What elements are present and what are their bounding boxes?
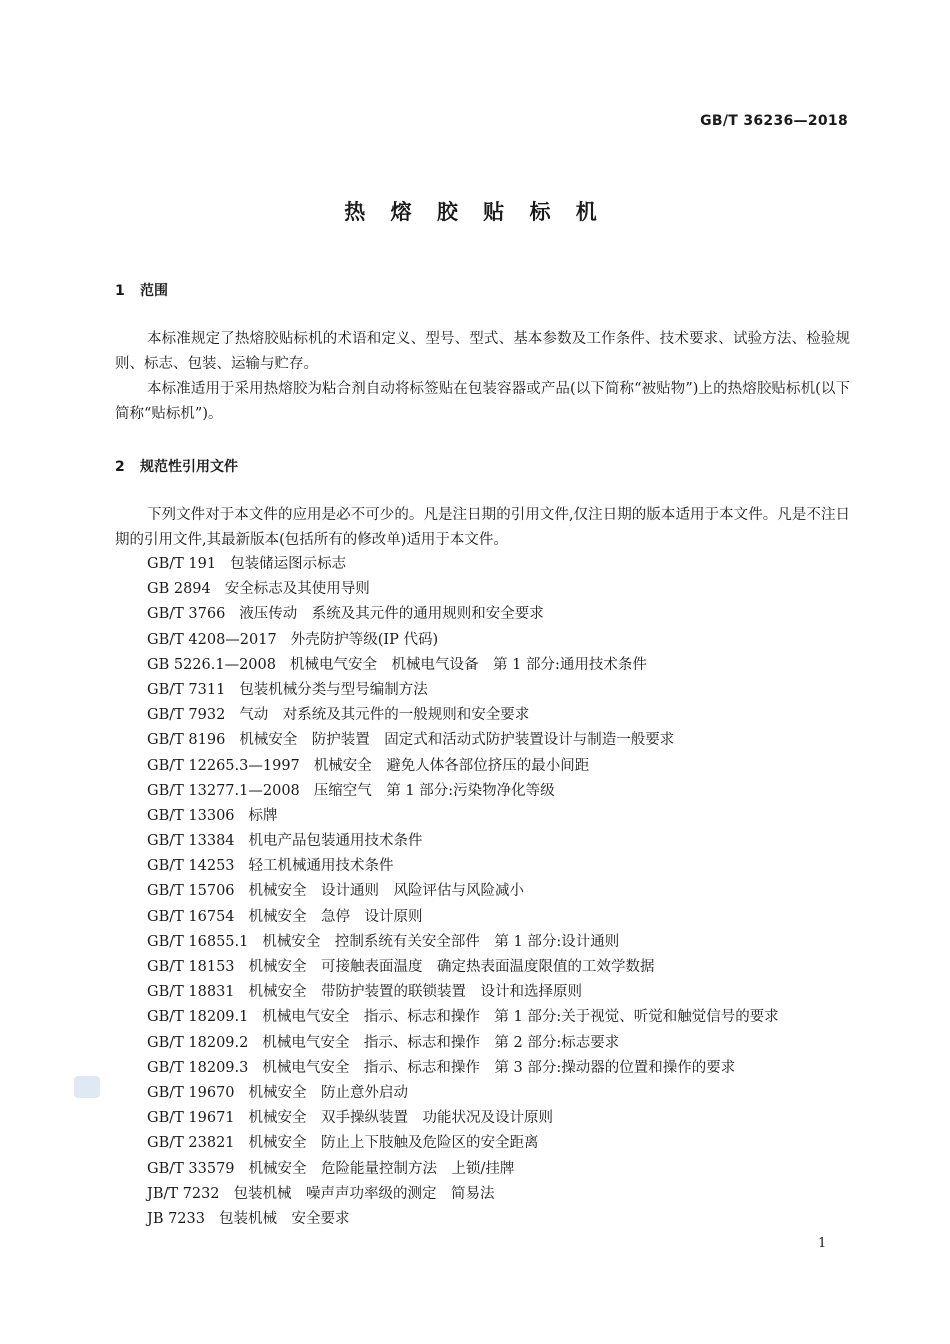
reference-item [147, 628, 779, 653]
reference-title: 机械安全 危险能量控制方法 上锁/挂牌 [248, 1160, 515, 1177]
reference-code: GB/T 13384 [147, 833, 235, 850]
section-number: 2 [115, 459, 125, 475]
reference-item [147, 779, 779, 804]
reference-item [147, 678, 779, 703]
reference-item [147, 552, 779, 577]
reference-title: 机械安全 双手操纵装置 功能状况及设计原则 [248, 1110, 554, 1127]
reference-code: JB 7233 [147, 1210, 205, 1227]
reference-code: GB/T 7311 [147, 681, 226, 698]
section-heading-normative-references [115, 456, 238, 476]
reference-item [147, 728, 779, 753]
standard-code: GB/T 36236—2018 [700, 113, 848, 129]
reference-code: GB/T 16855.1 [147, 933, 249, 950]
reference-title: 机械安全 设计通则 风险评估与风险减小 [248, 883, 525, 900]
reference-title: 包装机械 安全要求 [218, 1210, 350, 1227]
reference-title: 气动 对系统及其元件的一般规则和安全要求 [239, 707, 530, 724]
section-heading-scope [115, 280, 168, 300]
reference-code: GB/T 8196 [147, 732, 226, 749]
reference-item [147, 1081, 779, 1106]
reference-item [147, 1157, 779, 1182]
reference-item [147, 1182, 779, 1207]
reference-item [147, 1056, 779, 1081]
reference-title: 外壳防护等级(IP 代码) [290, 631, 439, 648]
reference-title: 机械安全 避免人体各部位挤压的最小间距 [313, 757, 590, 774]
reference-title: 机械安全 带防护装置的联锁装置 设计和选择原则 [248, 984, 583, 1001]
reference-code: GB/T 18209.3 [147, 1059, 249, 1076]
reference-item [147, 854, 779, 879]
reference-item [147, 804, 779, 829]
reference-title: 机电产品包装通用技术条件 [248, 833, 423, 850]
reference-item [147, 1106, 779, 1131]
reference-code: GB/T 16754 [147, 908, 235, 925]
reference-code: GB/T 19671 [147, 1110, 235, 1127]
reference-code: JB/T 7232 [147, 1185, 220, 1202]
reference-item [147, 1207, 779, 1232]
reference-item [147, 1131, 779, 1156]
reference-code: GB/T 18831 [147, 984, 235, 1001]
reference-title: 安全标志及其使用导则 [224, 581, 370, 598]
section-title: 范围 [140, 283, 168, 299]
references-intro-paragraph: 下列文件对于本文件的应用是必不可少的。凡是注日期的引用文件,仅注日期的版本适用于本文件。凡是不注日期的引用文件,其最新版本(包括所有的修改单)适用于本文件。 [115, 507, 850, 548]
sac-watermark-logo [74, 1076, 100, 1098]
reference-code: GB/T 191 [147, 556, 217, 572]
reference-code: GB/T 4208—2017 [147, 631, 277, 648]
reference-list [147, 552, 779, 1232]
reference-title: 机械安全 防止上下肢触及危险区的安全距离 [248, 1135, 539, 1152]
reference-title: 机械安全 防护装置 固定式和活动式防护装置设计与制造一般要求 [239, 732, 675, 749]
reference-item [147, 1031, 779, 1056]
section-title: 规范性引用文件 [140, 459, 238, 475]
reference-code: GB/T 13306 [147, 807, 235, 824]
reference-code: GB 2894 [147, 581, 211, 598]
reference-title: 包装机械 噪声声功率级的测定 简易法 [233, 1185, 495, 1202]
reference-code: GB/T 12265.3—1997 [147, 757, 300, 774]
reference-title: 包装机械分类与型号编制方法 [239, 681, 428, 698]
reference-title: 轻工机械通用技术条件 [248, 858, 394, 875]
reference-item [147, 829, 779, 854]
reference-title: 标牌 [248, 807, 278, 824]
reference-item [147, 653, 779, 678]
reference-code: GB/T 7932 [147, 707, 226, 724]
section-number: 1 [115, 283, 125, 299]
reference-code: GB/T 14253 [147, 858, 235, 875]
reference-title: 液压传动 系统及其元件的通用规则和安全要求 [239, 606, 544, 623]
reference-title: 机械电气安全 指示、标志和操作 第 1 部分:关于视觉、听觉和触觉信号的要求 [262, 1009, 779, 1026]
scope-paragraph-1: 本标准规定了热熔胶贴标机的术语和定义、型号、型式、基本参数及工作条件、技术要求、试验方法、检验规则、标志、包装、运输与贮存。 [115, 331, 850, 372]
reference-title: 机械安全 防止意外启动 [248, 1084, 409, 1101]
reference-code: GB/T 18153 [147, 959, 235, 975]
reference-title: 包装储运图示标志 [230, 556, 347, 572]
page-number: 1 [818, 1236, 827, 1251]
reference-title: 机械电气安全 指示、标志和操作 第 3 部分:操动器的位置和操作的要求 [262, 1059, 736, 1076]
reference-code: GB/T 33579 [147, 1160, 235, 1177]
reference-title: 机械电气安全 指示、标志和操作 第 2 部分:标志要求 [262, 1034, 620, 1051]
reference-code: GB/T 13277.1—2008 [147, 782, 300, 799]
reference-code: GB/T 18209.1 [147, 1009, 249, 1026]
reference-item [147, 754, 779, 779]
reference-item [147, 577, 779, 602]
reference-item [147, 955, 779, 980]
reference-item [147, 980, 779, 1005]
reference-code: GB 5226.1—2008 [147, 656, 276, 673]
reference-title: 机械安全 急停 设计原则 [248, 908, 423, 925]
reference-item [147, 879, 779, 904]
document-title: 热 熔 胶 贴 标 机 [344, 200, 606, 224]
reference-title: 机械安全 可接触表面温度 确定热表面温度限值的工效学数据 [248, 959, 655, 975]
reference-title: 压缩空气 第 1 部分:污染物净化等级 [313, 782, 555, 799]
reference-code: GB/T 18209.2 [147, 1034, 249, 1051]
reference-title: 机械安全 控制系统有关安全部件 第 1 部分:设计通则 [262, 933, 620, 950]
reference-item [147, 905, 779, 930]
scope-paragraph-2: 本标准适用于采用热熔胶为粘合剂自动将标签贴在包装容器或产品(以下简称“被贴物”)上的热熔胶贴标机(以下简称“贴标机”)。 [115, 381, 850, 422]
reference-title: 机械电气安全 机械电气设备 第 1 部分:通用技术条件 [290, 656, 647, 673]
reference-item [147, 930, 779, 955]
reference-item [147, 1005, 779, 1030]
reference-item [147, 602, 779, 627]
reference-code: GB/T 19670 [147, 1084, 235, 1101]
reference-item [147, 703, 779, 728]
reference-code: GB/T 23821 [147, 1135, 235, 1152]
reference-code: GB/T 3766 [147, 606, 226, 623]
reference-code: GB/T 15706 [147, 883, 235, 900]
